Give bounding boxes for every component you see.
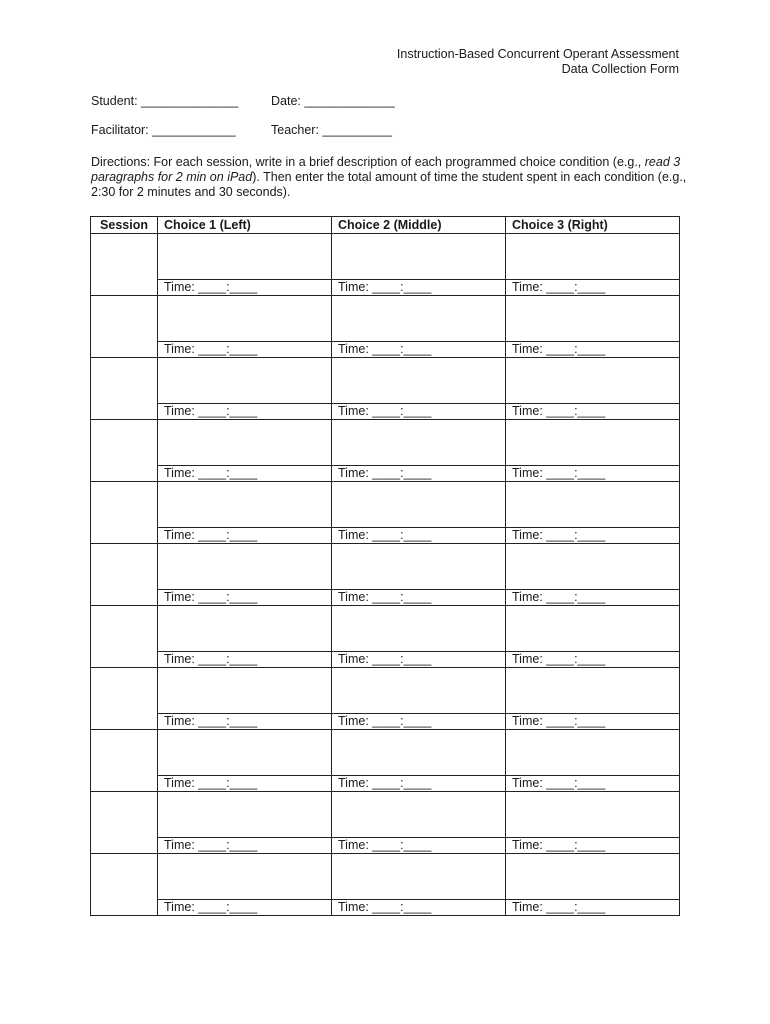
date-field[interactable]: Date: _____________ <box>271 94 395 108</box>
choice1-cell <box>158 296 332 358</box>
time-field[interactable]: Time: ____:____ <box>512 714 606 728</box>
time-field[interactable]: Time: ____:____ <box>338 652 432 666</box>
choice-description-field[interactable] <box>332 606 505 652</box>
choice1-cell <box>158 854 332 916</box>
session-cell[interactable] <box>91 854 158 916</box>
session-header: Session <box>91 217 158 234</box>
time-field[interactable]: Time: ____:____ <box>512 838 606 852</box>
facilitator-field[interactable]: Facilitator: ____________ <box>91 123 236 137</box>
choice2-cell <box>332 420 506 482</box>
choice-description-field[interactable] <box>506 234 679 280</box>
table-row <box>91 420 680 482</box>
form-title: Instruction-Based Concurrent Operant Assessment <box>396 47 679 61</box>
choice3-cell <box>506 482 680 544</box>
choice-description-field[interactable] <box>158 792 331 838</box>
choice-description-field[interactable] <box>158 544 331 590</box>
choice1-cell <box>158 730 332 792</box>
student-field[interactable]: Student: ______________ <box>91 94 239 108</box>
choice2-cell <box>332 296 506 358</box>
choice3-cell <box>506 234 680 296</box>
choice2-cell <box>332 792 506 854</box>
time-field[interactable]: Time: ____:____ <box>512 590 606 604</box>
choice3-cell <box>506 358 680 420</box>
choice1-cell <box>158 544 332 606</box>
choice-description-field[interactable] <box>332 296 505 342</box>
choice-description-field[interactable] <box>158 420 331 466</box>
choice3-cell <box>506 730 680 792</box>
choice1-cell <box>158 358 332 420</box>
session-cell[interactable] <box>91 358 158 420</box>
choice-description-field[interactable] <box>158 358 331 404</box>
choice1-cell <box>158 420 332 482</box>
choice2-cell <box>332 358 506 420</box>
table-row <box>91 358 680 420</box>
choice1-cell <box>158 792 332 854</box>
time-field[interactable]: Time: ____:____ <box>164 528 258 542</box>
session-cell[interactable] <box>91 730 158 792</box>
choice-description-field[interactable] <box>506 854 679 900</box>
time-field[interactable]: Time: ____:____ <box>512 404 606 418</box>
choice1-cell <box>158 234 332 296</box>
session-cell[interactable] <box>91 420 158 482</box>
choice1-cell <box>158 482 332 544</box>
choice3-cell <box>506 420 680 482</box>
table-row <box>91 668 680 730</box>
time-field[interactable]: Time: ____:____ <box>512 776 606 790</box>
choice2-cell <box>332 730 506 792</box>
table-row <box>91 296 680 358</box>
choice2-header: Choice 2 (Middle) <box>332 217 506 234</box>
time-field[interactable]: Time: ____:____ <box>338 280 432 294</box>
choice-description-field[interactable] <box>506 544 679 590</box>
time-field[interactable]: Time: ____:____ <box>512 280 606 294</box>
time-field[interactable]: Time: ____:____ <box>512 528 606 542</box>
time-field[interactable]: Time: ____:____ <box>338 342 432 356</box>
choice-description-field[interactable] <box>332 544 505 590</box>
choice3-cell <box>506 792 680 854</box>
choice-description-field[interactable] <box>506 792 679 838</box>
session-cell[interactable] <box>91 668 158 730</box>
choice-description-field[interactable] <box>506 668 679 714</box>
time-field[interactable]: Time: ____:____ <box>338 404 432 418</box>
choice-description-field[interactable] <box>332 420 505 466</box>
time-field[interactable]: Time: ____:____ <box>512 466 606 480</box>
time-field[interactable]: Time: ____:____ <box>164 900 258 914</box>
session-cell[interactable] <box>91 792 158 854</box>
choice2-cell <box>332 668 506 730</box>
table-row <box>91 606 680 668</box>
choice1-cell <box>158 668 332 730</box>
time-field[interactable]: Time: ____:____ <box>338 714 432 728</box>
choice-description-field[interactable] <box>158 234 331 280</box>
table-header-row <box>91 217 680 234</box>
choice-description-field[interactable] <box>506 358 679 404</box>
directions-text <box>91 155 691 200</box>
time-field[interactable]: Time: ____:____ <box>164 590 258 604</box>
choice-description-field[interactable] <box>158 606 331 652</box>
time-field[interactable]: Time: ____:____ <box>164 776 258 790</box>
choice-description-field[interactable] <box>332 358 505 404</box>
choice3-cell <box>506 606 680 668</box>
table-body <box>91 234 680 916</box>
choice2-cell <box>332 544 506 606</box>
table-row <box>91 544 680 606</box>
choice-description-field[interactable] <box>332 234 505 280</box>
time-field[interactable]: Time: ____:____ <box>164 652 258 666</box>
choice1-cell <box>158 606 332 668</box>
choice1-header: Choice 1 (Left) <box>158 217 332 234</box>
time-field[interactable]: Time: ____:____ <box>338 900 432 914</box>
teacher-field[interactable]: Teacher: __________ <box>271 123 392 137</box>
form-header <box>397 47 679 77</box>
form-subtitle: Data Collection Form <box>561 62 679 76</box>
time-field[interactable]: Time: ____:____ <box>164 838 258 852</box>
time-field[interactable]: Time: ____:____ <box>512 652 606 666</box>
session-cell[interactable] <box>91 606 158 668</box>
table-row <box>91 730 680 792</box>
directions-example: read 3 paragraphs for 2 min on iPad <box>91 155 681 184</box>
choice2-cell <box>332 234 506 296</box>
time-field[interactable]: Time: ____:____ <box>164 466 258 480</box>
choice-description-field[interactable] <box>506 420 679 466</box>
choice-description-field[interactable] <box>332 482 505 528</box>
table-row <box>91 482 680 544</box>
choice-description-field[interactable] <box>506 296 679 342</box>
time-field[interactable]: Time: ____:____ <box>512 342 606 356</box>
choice2-cell <box>332 482 506 544</box>
choice-description-field[interactable] <box>332 730 505 776</box>
choice-description-field[interactable] <box>506 730 679 776</box>
time-field[interactable]: Time: ____:____ <box>164 342 258 356</box>
directions-rest: ). Then enter the total amount of time the student spent in each condition (e.g., 2:30 for 2 minutes and 30 seconds). <box>91 170 687 199</box>
choice3-cell <box>506 668 680 730</box>
table-row <box>91 854 680 916</box>
choice-description-field[interactable] <box>332 854 505 900</box>
choice3-cell <box>506 296 680 358</box>
session-cell[interactable] <box>91 544 158 606</box>
time-field[interactable]: Time: ____:____ <box>164 280 258 294</box>
time-field[interactable]: Time: ____:____ <box>338 838 432 852</box>
choice-description-field[interactable] <box>506 482 679 528</box>
choice-description-field[interactable] <box>158 296 331 342</box>
choice3-header: Choice 3 (Right) <box>506 217 680 234</box>
choice2-cell <box>332 854 506 916</box>
choice-description-field[interactable] <box>506 606 679 652</box>
time-field[interactable]: Time: ____:____ <box>338 776 432 790</box>
choice-description-field[interactable] <box>158 854 331 900</box>
time-field[interactable]: Time: ____:____ <box>338 590 432 604</box>
choice-description-field[interactable] <box>332 792 505 838</box>
choice-description-field[interactable] <box>332 668 505 714</box>
choice3-cell <box>506 854 680 916</box>
session-cell[interactable] <box>91 234 158 296</box>
choice3-cell <box>506 544 680 606</box>
data-collection-table <box>90 216 680 916</box>
session-cell[interactable] <box>91 482 158 544</box>
table-row <box>91 234 680 296</box>
time-field[interactable]: Time: ____:____ <box>338 466 432 480</box>
choice2-cell <box>332 606 506 668</box>
time-field[interactable]: Time: ____:____ <box>164 404 258 418</box>
table-row <box>91 792 680 854</box>
directions-intro: Directions: For each session, write in a brief description of each programmed choice condition (e.g., <box>91 155 645 169</box>
time-field[interactable]: Time: ____:____ <box>164 714 258 728</box>
session-cell[interactable] <box>91 296 158 358</box>
time-field[interactable]: Time: ____:____ <box>512 900 606 914</box>
choice-description-field[interactable] <box>158 482 331 528</box>
time-field[interactable]: Time: ____:____ <box>338 528 432 542</box>
choice-description-field[interactable] <box>158 730 331 776</box>
choice-description-field[interactable] <box>158 668 331 714</box>
